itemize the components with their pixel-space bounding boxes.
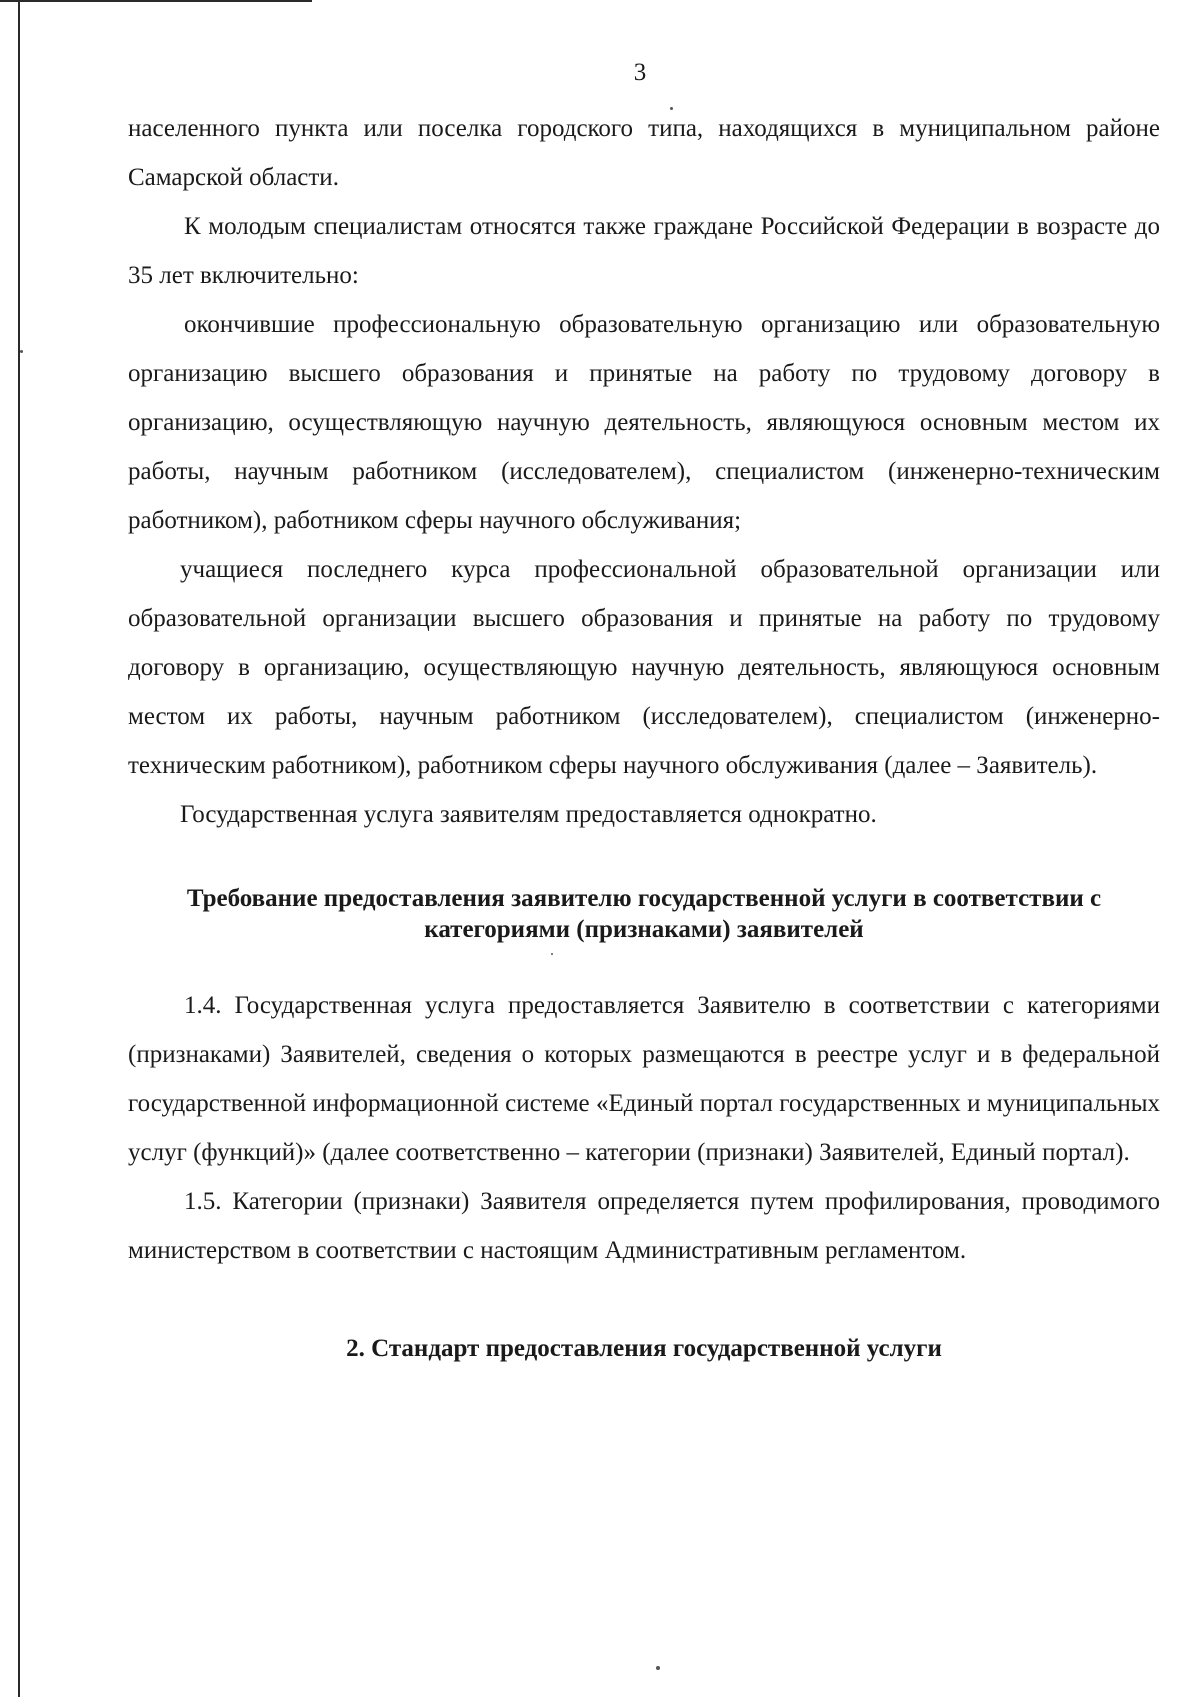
paragraph-1-5: 1.5. Категории (признаки) Заявителя определяется путем профилирования, проводимого министерством в соответствии с настоящим Административным регламентом. <box>128 1188 1160 1264</box>
page-frame-left-line <box>18 0 20 1697</box>
paragraph-students: учащиеся последнего курса профессиональной образовательной организации или образовательной организации высшего образования и принятые на работу по трудовому договору в организацию, осуществляющую научную деятельность, являющуюся основным местом их работы, научным работником (исследователем), специалистом (инженерно-техническим работником), работником сферы научного обслуживания (далее – Заявитель). <box>128 556 1160 779</box>
scan-speck <box>20 350 23 353</box>
paragraph-1-4: 1.4. Государственная услуга предоставляется Заявителю в соответствии с категориями (признаками) Заявителей, сведения о которых размещаются в реестре услуг и в федеральной государственной информационной системе «Единый портал государственных и муниципальных услуг (функций)» (далее соответственно – категории (признаки) Заявителей, Единый портал). <box>128 992 1160 1166</box>
scan-speck <box>656 1666 660 1670</box>
paragraph-young-specialists: К молодым специалистам относятся также граждане Российской Федерации в возрасте до 35 лет включительно: <box>128 213 1160 289</box>
page-number: 3 <box>633 59 647 86</box>
paragraph-graduates: окончившие профессиональную образовательную организацию или образовательную организацию высшего образования и принятые на работу по трудовому договору в организацию, осуществляющую научную деятельность, являющуюся основным местом их работы, научным работником (исследователем), специалистом (инженерно-техническим работником), работником сферы научного обслуживания; <box>128 311 1160 534</box>
paragraph-continuation: населенного пункта или поселка городского типа, находящихся в муниципальном районе Самарской области. <box>128 115 1160 191</box>
page-frame-top-line <box>0 0 312 2</box>
section-heading-requirements: Требование предоставления заявителю государственной услуги в соответствии с категориями (признаками) заявителей <box>186 885 1102 943</box>
paragraph-one-time-service: Государственная услуга заявителям предоставляется однократно. <box>180 801 877 828</box>
document-body <box>128 104 1160 1364</box>
section-heading-standard: 2. Стандарт предоставления государственной услуги <box>346 1335 942 1362</box>
